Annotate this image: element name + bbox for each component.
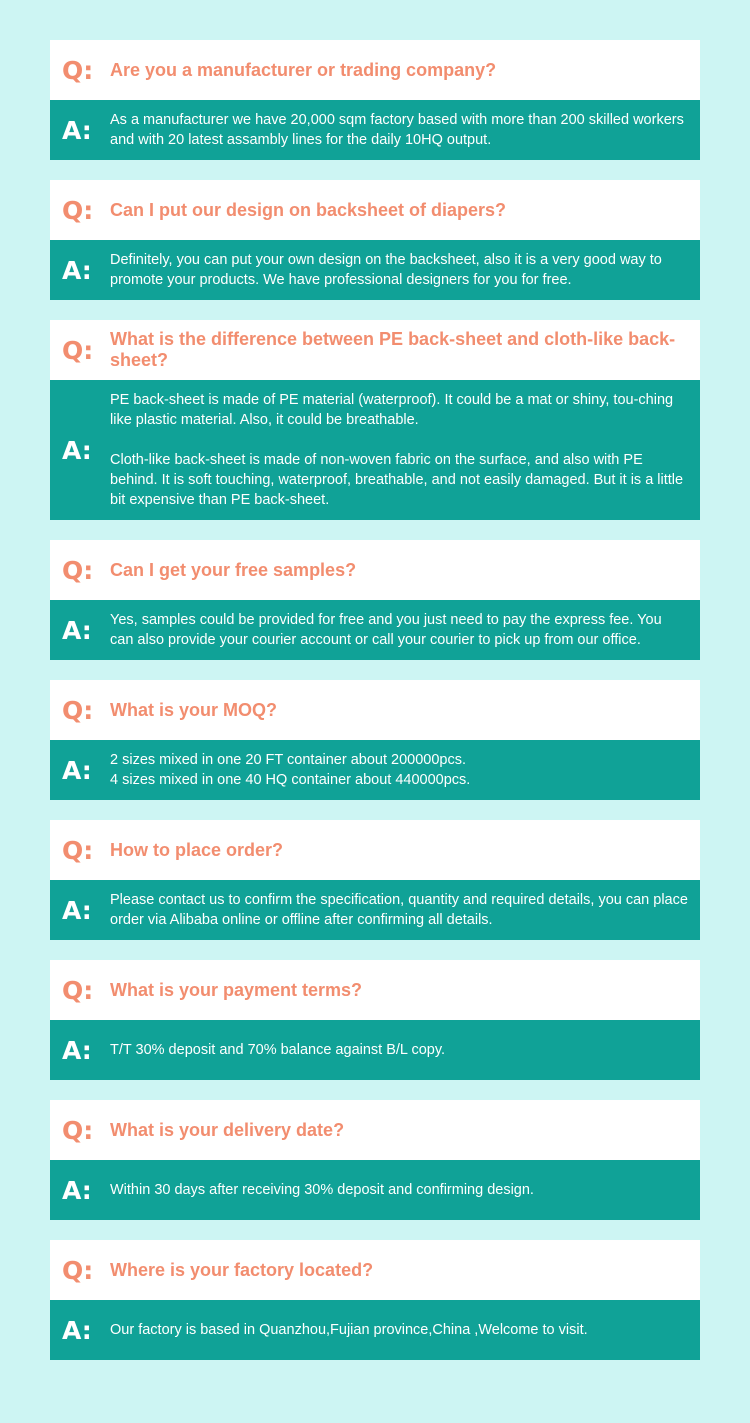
answer-row <box>50 1300 700 1360</box>
answer-marker: A: <box>62 755 92 785</box>
question-text: Where is your factory located? <box>110 1259 374 1280</box>
answer-row <box>50 600 700 660</box>
faq-item <box>50 1100 700 1220</box>
answer-paragraph: 2 sizes mixed in one 20 FT container about 200000pcs. 4 sizes mixed in one 40 HQ container about 440000pcs. <box>110 752 471 788</box>
question-row <box>50 180 700 240</box>
question-row <box>50 540 700 600</box>
question-marker: Q: <box>62 975 94 1005</box>
answer-text <box>110 1320 588 1340</box>
faq-item <box>50 1240 700 1360</box>
question-text: What is your payment terms? <box>110 979 363 1000</box>
answer-row <box>50 380 700 520</box>
faq-item <box>50 820 700 940</box>
question-row <box>50 1100 700 1160</box>
answer-paragraph: Please contact us to confirm the specification, quantity and required details, you can place order via Alibaba online or offline after confirming all details. <box>110 892 688 928</box>
question-row <box>50 40 700 100</box>
answer-text <box>110 1180 534 1200</box>
answer-paragraph: T/T 30% deposit and 70% balance against B/L copy. <box>110 1042 446 1058</box>
answer-marker: A: <box>62 1175 92 1205</box>
answer-row <box>50 240 700 300</box>
answer-paragraph: Our factory is based in Quanzhou,Fujian province,China ,Welcome to visit. <box>110 1322 588 1338</box>
answer-text <box>110 110 688 150</box>
faq-item <box>50 320 700 520</box>
answer-text <box>110 890 688 930</box>
question-text: What is the difference between PE back-sheet and cloth-like back-sheet? <box>110 329 676 370</box>
answer-paragraph: PE back-sheet is made of PE material (waterproof). It could be a mat or shiny, tou-ching like plastic material. Also, it could be breathable. <box>110 392 674 428</box>
question-marker: Q: <box>62 335 94 365</box>
faq-item <box>50 960 700 1080</box>
answer-marker: A: <box>62 435 92 465</box>
answer-paragraph: Yes, samples could be provided for free and you just need to pay the express fee. You can also provide your courier account or call your courier to pick up from our office. <box>110 612 662 648</box>
answer-marker: A: <box>62 895 92 925</box>
question-marker: Q: <box>62 695 94 725</box>
answer-text <box>110 390 688 510</box>
faq-item <box>50 180 700 300</box>
question-text: How to place order? <box>110 839 284 860</box>
answer-text <box>110 610 688 650</box>
question-text: Can I get your free samples? <box>110 559 357 580</box>
question-row <box>50 960 700 1020</box>
question-row <box>50 820 700 880</box>
answer-text <box>110 1040 445 1060</box>
faq-list <box>50 40 700 1380</box>
answer-paragraph: Within 30 days after receiving 30% deposit and confirming design. <box>110 1182 534 1198</box>
question-row <box>50 1240 700 1300</box>
answer-row <box>50 1160 700 1220</box>
question-marker: Q: <box>62 1115 94 1145</box>
question-row <box>50 680 700 740</box>
question-text: What is your MOQ? <box>110 699 278 720</box>
faq-item <box>50 40 700 160</box>
question-marker: Q: <box>62 1255 94 1285</box>
answer-marker: A: <box>62 115 92 145</box>
faq-item <box>50 680 700 800</box>
answer-marker: A: <box>62 1035 92 1065</box>
faq-item <box>50 540 700 660</box>
question-text: Are you a manufacturer or trading company? <box>110 59 497 80</box>
question-text: Can I put our design on backsheet of diapers? <box>110 199 507 220</box>
answer-row <box>50 1020 700 1080</box>
answer-paragraph: Cloth-like back-sheet is made of non-woven fabric on the surface, and also with PE behind. It is soft touching, waterproof, breathable, and not easily damaged. But it is a little bit expensive than PE back-sheet. <box>110 452 684 508</box>
question-marker: Q: <box>62 195 94 225</box>
question-row <box>50 320 700 380</box>
question-marker: Q: <box>62 55 94 85</box>
answer-marker: A: <box>62 1315 92 1345</box>
answer-row <box>50 100 700 160</box>
answer-paragraph: Definitely, you can put your own design on the backsheet, also it is a very good way to promote your products. We have professional designers for you for free. <box>110 252 662 288</box>
question-marker: Q: <box>62 555 94 585</box>
answer-marker: A: <box>62 255 92 285</box>
answer-marker: A: <box>62 615 92 645</box>
answer-text <box>110 250 688 290</box>
answer-row <box>50 740 700 800</box>
answer-text <box>110 750 470 790</box>
question-text: What is your delivery date? <box>110 1119 345 1140</box>
answer-paragraph: As a manufacturer we have 20,000 sqm factory based with more than 200 skilled workers and with 20 latest assambly lines for the daily 10HQ output. <box>110 112 684 148</box>
answer-row <box>50 880 700 940</box>
question-marker: Q: <box>62 835 94 865</box>
